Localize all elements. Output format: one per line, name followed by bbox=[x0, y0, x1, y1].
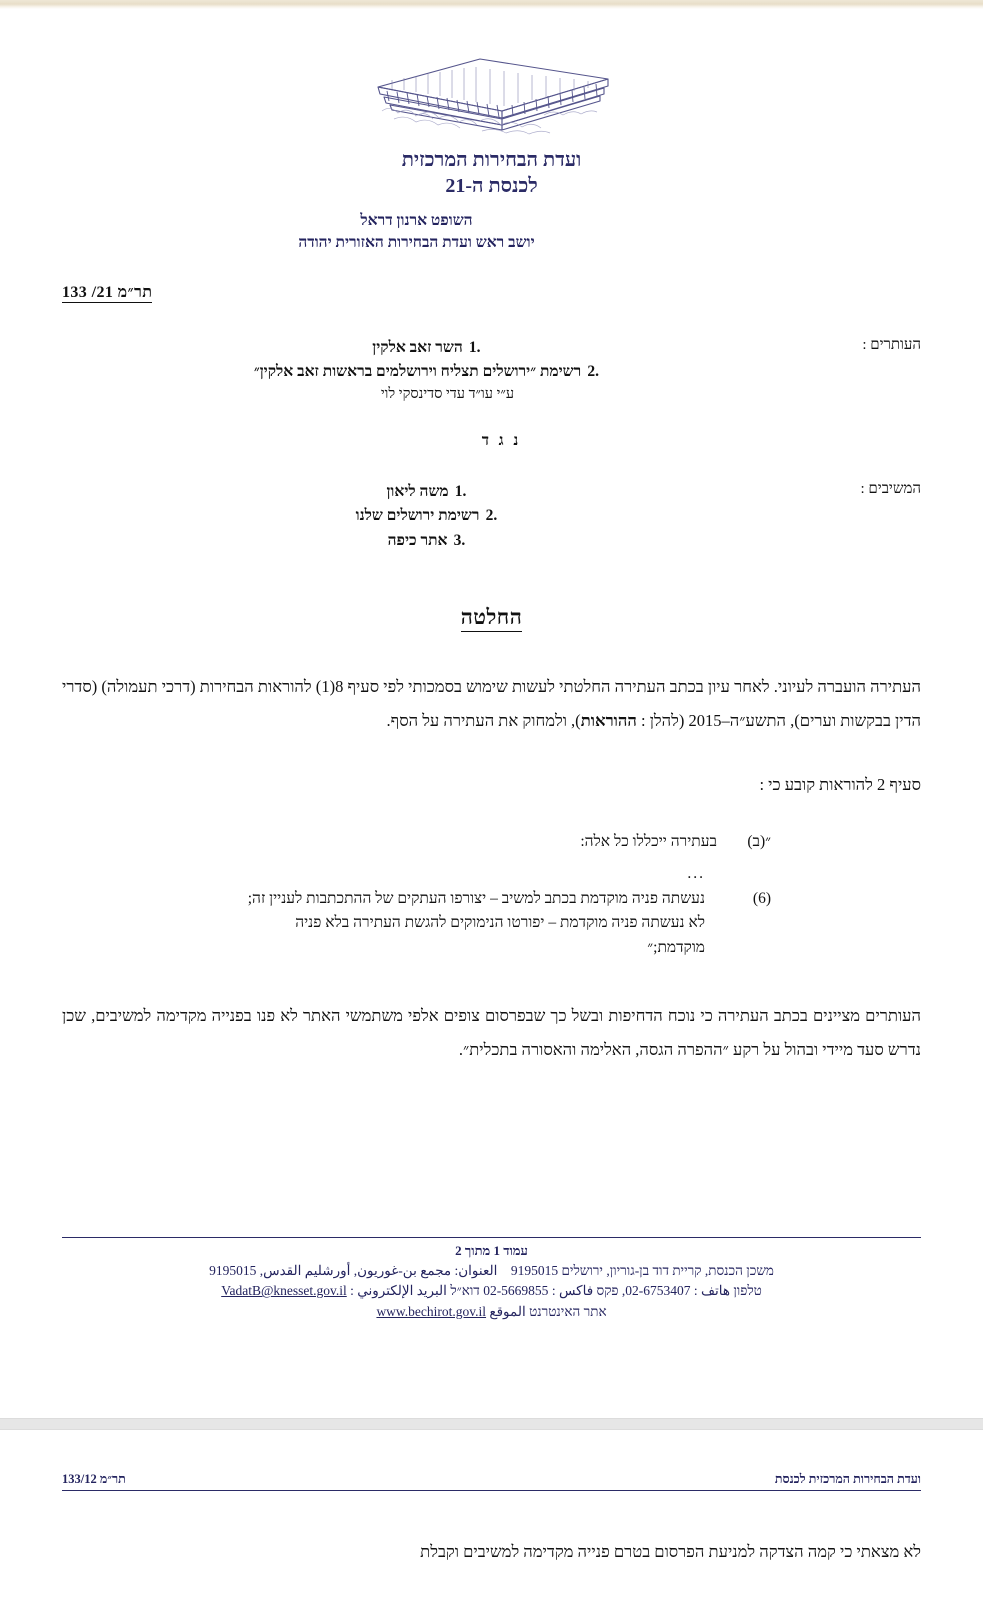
footer-website-line bbox=[62, 1302, 921, 1322]
quote-clause-6 bbox=[240, 887, 771, 961]
page-2-running-header bbox=[62, 1430, 921, 1487]
email-link[interactable]: VadatB@knesset.gov.il bbox=[221, 1283, 347, 1299]
respondent-1-name: משה ליאון bbox=[386, 482, 449, 500]
browser-top-strip bbox=[0, 0, 983, 9]
list-item bbox=[62, 480, 793, 504]
list-item bbox=[62, 504, 793, 528]
paragraph-1-part-b: ), ולמחוק את העתירה על הסף. bbox=[386, 711, 581, 731]
respondent-2-num: .2 bbox=[485, 507, 498, 525]
phone-label-arabic: هاتف : bbox=[693, 1283, 730, 1299]
organization-title bbox=[62, 147, 921, 200]
judge-block bbox=[62, 210, 771, 254]
quote-ellipsis: ... bbox=[687, 864, 705, 882]
page-separator bbox=[0, 1418, 983, 1430]
quote-text-b: בעתירה ייכללו כל אלה: bbox=[580, 832, 717, 850]
quote-marker-6: (6) bbox=[752, 889, 771, 907]
page-indicator: עמוד 1 מתוך 2 bbox=[455, 1243, 528, 1258]
respondents-label: המשיבים : bbox=[860, 480, 921, 497]
petitioner-2-name: רשימת ״ירושלים תצליח וירושלמים בראשות זאב אלקין״ bbox=[253, 363, 582, 381]
email-label-arabic: البريد الإلكتروني : bbox=[350, 1283, 447, 1299]
quote-marker-b: ״(ב) bbox=[747, 832, 771, 850]
respondent-2-name: רשימת ירושלים שלנו bbox=[355, 507, 480, 525]
statute-quote-block bbox=[62, 830, 921, 961]
respondent-3-num: .3 bbox=[453, 531, 466, 549]
respondents-list bbox=[62, 480, 793, 553]
respondent-3-name: אתר כיפה bbox=[387, 531, 448, 549]
petitioner-2-num: .2 bbox=[587, 363, 599, 381]
document-page-1 bbox=[0, 9, 983, 1425]
respondents-block bbox=[62, 480, 921, 553]
website-link[interactable]: www.bechirot.gov.il bbox=[376, 1303, 487, 1319]
website-label-hebrew: אתר האינטרנט bbox=[529, 1303, 607, 1319]
page-2-header-left: תר״מ 133/12 bbox=[62, 1472, 126, 1486]
org-title-line1: ועדת הבחירות המרכזית bbox=[401, 149, 582, 171]
paragraph-1-part-a: העתירה הועברה לעיוני. לאחר עיון בכתב העתירה החלטתי לעשות שימוש בסמכותי לפי סעיף 8(1) להוראות הבחירות (דרכי תעמולה) (סדרי הדין בבקשות וערים), התשע״ה–2015 (להלן : bbox=[62, 677, 921, 731]
quote-text-6: נעשתה פניה מוקדמת בכתב למשיב – יצורפו העתקים של ההתכתבות לעניין זה; לא נעשתה פניה מוקדמת – יפורטו הנימוקים להגשת העתירה בלא פניה מוקדמת;״ bbox=[247, 889, 705, 957]
decision-paragraph-2: סעיף 2 להוראות קובע כי : bbox=[759, 774, 921, 794]
decision-paragraph-3: העותרים מציינים בכתב העתירה כי נוכח הדחיפות ובשל כך שבפרסום צופים אלפי משתמשי האתר לא פנו בפנייה מקדימה למשיבים, שכן נדרש סעד מיידי ובהול על רקע ״ההפרה הגסה, האלימה והאסורה בתכלית״. bbox=[62, 1006, 921, 1059]
case-number bbox=[62, 284, 921, 302]
list-item bbox=[62, 336, 793, 360]
decision-heading bbox=[62, 605, 921, 630]
petitioners-counsel: ע״י עו״ד עדי סדינסקי לוי bbox=[380, 385, 515, 402]
list-item bbox=[62, 360, 793, 384]
page-2-header-right: ועדת הבחירות המרכזית לכנסת bbox=[774, 1472, 921, 1486]
website-label-arabic: الموقع bbox=[489, 1303, 526, 1319]
versus-separator: נ ג ד bbox=[481, 432, 522, 449]
petitioner-1-num: .1 bbox=[468, 338, 481, 356]
address-arabic: العنوان: مجمع بن-غوريون, أورشليم القدس, 9195015 bbox=[209, 1263, 498, 1278]
respondent-1-num: .1 bbox=[454, 482, 467, 500]
address-hebrew: משכן הכנסת, קריית דוד בן-גוריון, ירושלים 9195015 bbox=[510, 1263, 774, 1278]
list-item bbox=[62, 529, 793, 553]
footer-contact-line: טלפון هاتف : 02-6753407, פקס فاكس : 02-5669855 דוא״ל البريد الإلكتروني : VadatB@knesset.gov.il bbox=[62, 1281, 921, 1301]
footer-divider bbox=[62, 1237, 921, 1238]
petitioners-label: העותרים : bbox=[862, 336, 921, 353]
fax-label-hebrew: פקס bbox=[596, 1283, 619, 1299]
document-page-2 bbox=[0, 1430, 983, 1600]
petitioners-list bbox=[62, 336, 793, 385]
decision-paragraph-1 bbox=[62, 670, 921, 738]
page-footer bbox=[62, 1237, 921, 1322]
email-label-hebrew: דוא״ל bbox=[450, 1283, 480, 1299]
org-title-line2: לכנסת ה-21 bbox=[445, 175, 538, 198]
page-2-paragraph: לא מצאתי כי קמה הצדקה למניעת הפרסום בטרם פנייה מקדימה למשיבים וקבלת bbox=[420, 1542, 921, 1561]
letterhead bbox=[62, 9, 921, 254]
judge-role: יושב ראש ועדת הבחירות האזורית יהודה bbox=[298, 233, 535, 251]
paragraph-1-bold-term: ההוראות bbox=[580, 711, 637, 731]
petitioners-block bbox=[62, 336, 921, 403]
knesset-building-emblem bbox=[362, 53, 622, 139]
judge-name: השופט ארנון דראל bbox=[360, 211, 473, 229]
case-number-value: תר״מ 21/ 133 bbox=[62, 283, 153, 301]
footer-address-line bbox=[62, 1261, 921, 1281]
phone-number: 02-6753407 bbox=[625, 1283, 691, 1299]
decision-heading-text: החלטה bbox=[461, 605, 523, 632]
page-2-header-divider bbox=[62, 1490, 921, 1491]
fax-label-arabic: فاكس : bbox=[551, 1283, 594, 1299]
quote-clause-b bbox=[240, 830, 771, 854]
phone-label-hebrew: טלפון bbox=[733, 1283, 762, 1299]
petitioner-1-name: השר זאב אלקין bbox=[372, 338, 463, 356]
fax-number: 02-5669855 bbox=[483, 1283, 549, 1299]
